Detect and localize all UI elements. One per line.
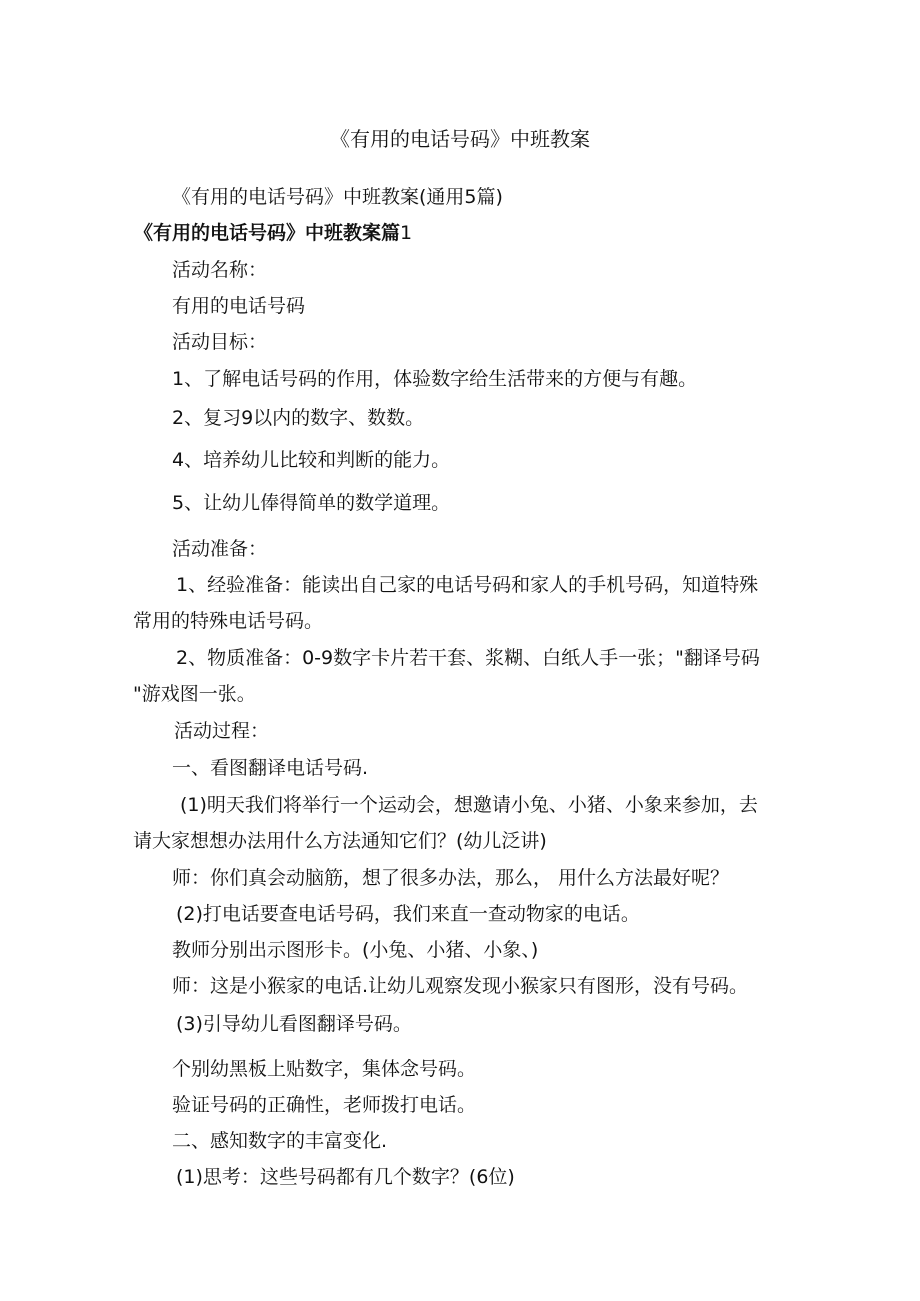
text-line: 请大家想想办法用什么方法通知它们？(幼儿泛讲) bbox=[133, 830, 547, 852]
text-line: 一、看图翻译电话号码. bbox=[172, 757, 369, 779]
section-heading-text: 《有用的电话号码》中班教案篇 bbox=[134, 222, 401, 244]
document-subtitle: 《有用的电话号码》中班教案(通用5篇) bbox=[172, 186, 503, 208]
text-line: 活动名称： bbox=[172, 259, 268, 281]
text-line: 1、了解电话号码的作用，体验数字给生活带来的方便与有趣。 bbox=[172, 368, 698, 390]
text-line: (3)引导幼儿看图翻译号码。 bbox=[176, 1013, 412, 1035]
text-line: 师：这是小猴家的电话.让幼儿观察发现小猴家只有图形，没有号码。 bbox=[172, 975, 749, 997]
text-line: 5、让幼儿俸得简单的数学道理。 bbox=[172, 492, 451, 514]
text-line: 个别幼黑板上贴数字，集体念号码。 bbox=[172, 1058, 477, 1080]
section-heading-number: 1 bbox=[400, 222, 413, 244]
text-line: 二、感知数字的丰富变化. bbox=[172, 1130, 388, 1152]
text-line: 师：你们真会动脑筋，想了很多办法，那么， 用什么方法最好呢？ bbox=[172, 867, 730, 889]
text-line: 活动目标： bbox=[172, 331, 268, 353]
text-line: 活动过程： bbox=[174, 720, 270, 742]
text-line: 有用的电话号码 bbox=[172, 295, 306, 317]
text-line: (1)明天我们将举行一个运动会，想邀请小兔、小猪、小象来参加，去 bbox=[180, 794, 758, 816]
text-line: 常用的特殊电话号码。 bbox=[133, 610, 324, 632]
document-title: 《有用的电话号码》中班教案 bbox=[330, 127, 590, 151]
text-line: (1)思考：这些号码都有几个数字？(6位) bbox=[176, 1166, 515, 1188]
text-line: 2、物质准备：0-9数字卡片若干套、浆糊、白纸人手一张；"翻译号码 bbox=[176, 647, 760, 669]
text-line: (2)打电话要查电话号码，我们来直一查动物家的电话。 bbox=[176, 903, 640, 925]
text-line: 活动准备： bbox=[172, 538, 268, 560]
text-line: 教师分别出示图形卡。(小兔、小猪、小象、) bbox=[172, 939, 539, 961]
section-heading bbox=[134, 220, 412, 246]
text-line: "游戏图一张。 bbox=[133, 683, 256, 705]
text-line: 4、培养幼儿比较和判断的能力。 bbox=[172, 449, 451, 471]
text-line: 1、经验准备：能读出自己家的电话号码和家人的手机号码，知道特殊 bbox=[176, 574, 759, 596]
text-line: 验证号码的正确性，老师拨打电话。 bbox=[172, 1094, 477, 1116]
text-line: 2、复习9以内的数字、数数。 bbox=[172, 407, 425, 429]
